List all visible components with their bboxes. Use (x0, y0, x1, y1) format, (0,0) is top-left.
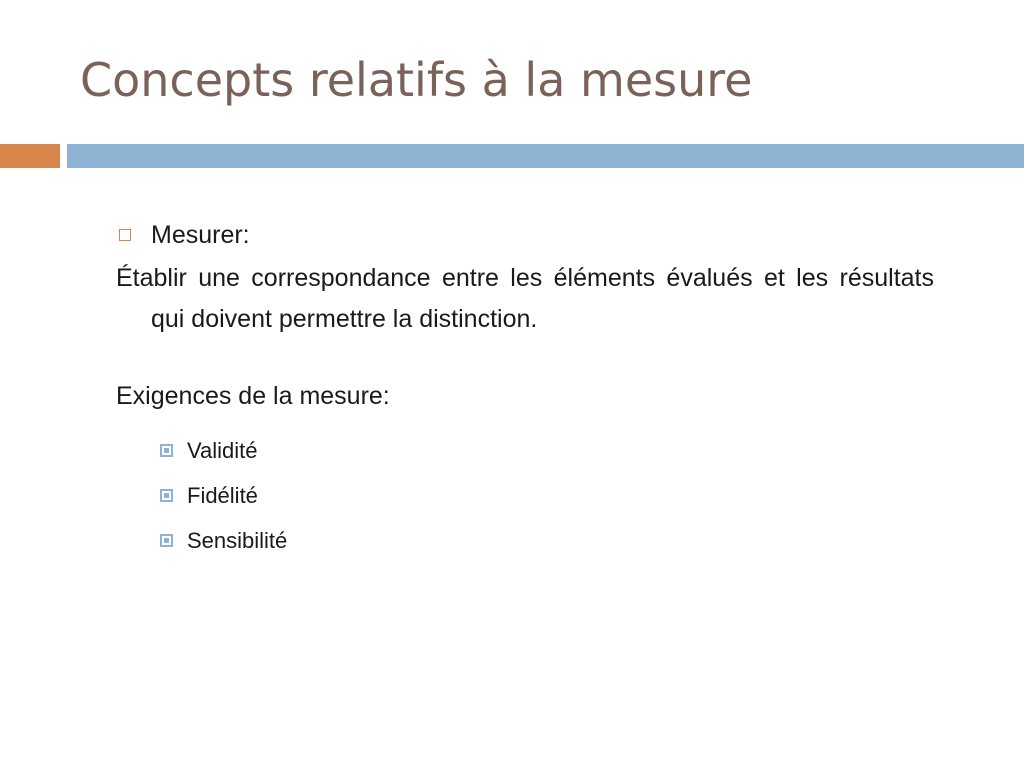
square-bullet-icon (160, 534, 173, 547)
slide-content (116, 212, 934, 563)
list-item-label: Fidélité (187, 482, 258, 508)
requirements-heading: Exigences de la mesure: (116, 382, 390, 410)
bullet-heading: Mesurer: (151, 220, 250, 249)
requirements-list (116, 428, 934, 563)
list-item-label: Sensibilité (187, 527, 288, 553)
list-item (160, 473, 934, 518)
slide-title: Concepts relatifs à la mesure (80, 53, 753, 107)
list-item-label: Validité (187, 437, 258, 463)
square-bullet-icon (160, 444, 173, 457)
hollow-square-bullet-icon (119, 229, 131, 241)
title-rule-main (67, 144, 1024, 168)
list-item (160, 518, 934, 563)
definition-paragraph (116, 258, 934, 340)
definition-text: Établir une correspondance entre les éléments évalués et les résultats qui doivent permettre la distinction. (116, 264, 934, 333)
list-item (160, 428, 934, 473)
title-rule-accent (0, 144, 60, 168)
bullet-mesurer (116, 212, 934, 258)
square-bullet-icon (160, 489, 173, 502)
spacer (116, 340, 934, 374)
